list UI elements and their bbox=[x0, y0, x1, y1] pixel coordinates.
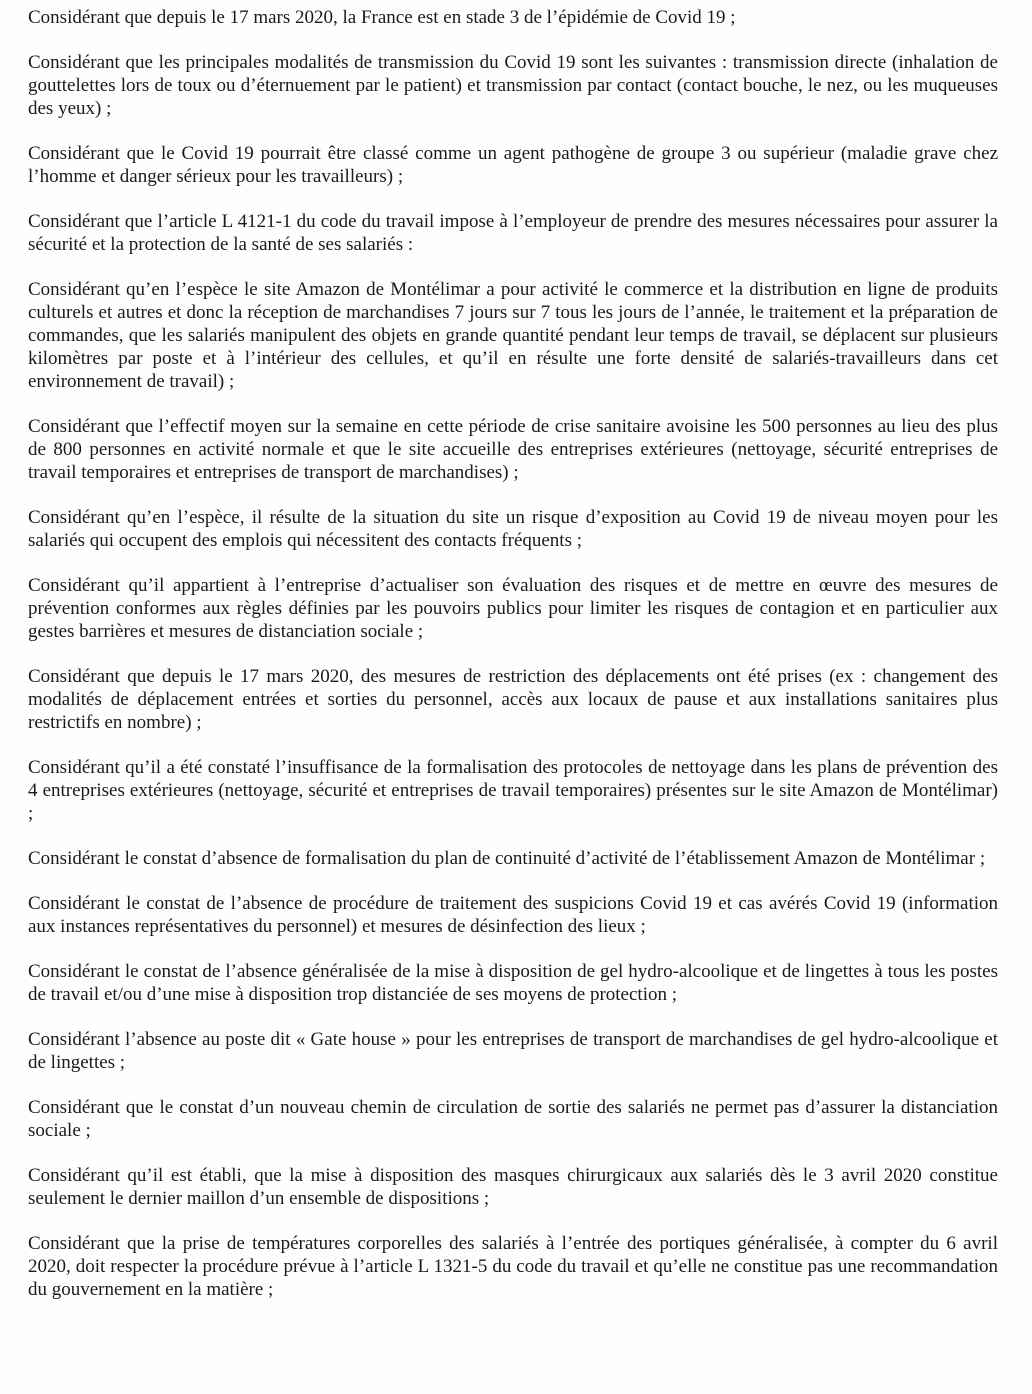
paragraph: Considérant le constat de l’absence généralisée de la mise à disposition de gel hydro-alcoolique et de lingettes à tous les postes de travail et/ou d’une mise à disposition trop distanciée de ses moyens de protection ; bbox=[28, 961, 998, 1005]
paragraph: Considérant qu’il est établi, que la mise à disposition des masques chirurgicaux aux salariés dès le 3 avril 2020 constitue seulement le dernier maillon d’un ensemble de dispositions ; bbox=[28, 1165, 998, 1209]
paragraph: Considérant que depuis le 17 mars 2020, des mesures de restriction des déplacements ont été prises (ex : changement des modalités de déplacement entrées et sorties du personnel, accès aux locaux de pause et aux installations sanitaires plus restrictifs en nombre) ; bbox=[28, 666, 998, 733]
paragraph: Considérant qu’il appartient à l’entreprise d’actualiser son évaluation des risques et de mettre en œuvre des mesures de prévention conformes aux règles définies par les pouvoirs publics pour limiter les risques de contagion et en particulier aux gestes barrières et mesures de distanciation sociale ; bbox=[28, 575, 998, 642]
paragraph: Considérant qu’il a été constaté l’insuffisance de la formalisation des protocoles de nettoyage dans les plans de prévention des 4 entreprises extérieures (nettoyage, sécurité et entreprises de travail temporaires) présentes sur le site Amazon de Montélimar) ; bbox=[28, 757, 998, 824]
paragraph: Considérant qu’en l’espèce le site Amazon de Montélimar a pour activité le commerce et la distribution en ligne de produits culturels et autres et donc la réception de marchandises 7 jours sur 7 tous les jours de l’année, le traitement et la préparation de commandes, que les salariés manipulent des objets en grande quantité pendant leur temps de travail, se déplacent sur plusieurs kilomètres par poste et à l’intérieur des cellules, et qu’il en résulte une forte densité de salariés-travailleurs dans cet environnement de travail) ; bbox=[28, 279, 998, 392]
paragraph: Considérant que le constat d’un nouveau chemin de circulation de sortie des salariés ne permet pas d’assurer la distanciation sociale ; bbox=[28, 1097, 998, 1141]
paragraph: Considérant que le Covid 19 pourrait être classé comme un agent pathogène de groupe 3 ou supérieur (maladie grave chez l’homme et danger sérieux pour les travailleurs) ; bbox=[28, 143, 998, 187]
paragraph: Considérant le constat d’absence de formalisation du plan de continuité d’activité de l’établissement Amazon de Montélimar ; bbox=[28, 848, 986, 869]
paragraph: Considérant le constat de l’absence de procédure de traitement des suspicions Covid 19 et cas avérés Covid 19 (information aux instances représentatives du personnel) et mesures de désinfection des lieux ; bbox=[28, 893, 998, 937]
document-body bbox=[28, 6, 998, 1323]
paragraph: Considérant l’absence au poste dit « Gate house » pour les entreprises de transport de marchandises de gel hydro-alcoolique et de lingettes ; bbox=[28, 1029, 998, 1073]
paragraph: Considérant que l’article L 4121-1 du code du travail impose à l’employeur de prendre des mesures nécessaires pour assurer la sécurité et la protection de la santé de ses salariés : bbox=[28, 211, 998, 255]
paragraph: Considérant que la prise de températures corporelles des salariés à l’entrée des portiques généralisée, à compter du 6 avril 2020, doit respecter la procédure prévue à l’article L 1321-5 du code du travail et qu’elle ne constitue pas une recommandation du gouvernement en la matière ; bbox=[28, 1233, 998, 1300]
paragraph: Considérant qu’en l’espèce, il résulte de la situation du site un risque d’exposition au Covid 19 de niveau moyen pour les salariés qui occupent des emplois qui nécessitent des contacts fréquents ; bbox=[28, 507, 998, 551]
paragraph: Considérant que les principales modalités de transmission du Covid 19 sont les suivantes : transmission directe (inhalation de gouttelettes lors de toux ou d’éternuement par le patient) et transmission par contact (contact bouche, le nez, ou les muqueuses des yeux) ; bbox=[28, 52, 998, 119]
paragraph: Considérant que l’effectif moyen sur la semaine en cette période de crise sanitaire avoisine les 500 personnes au lieu des plus de 800 personnes en activité normale et que le site accueille des entreprises extérieures (nettoyage, sécurité entreprises de travail temporaires et entreprises de transport de marchandises) ; bbox=[28, 416, 998, 483]
paragraph: Considérant que depuis le 17 mars 2020, la France est en stade 3 de l’épidémie de Covid 19 ; bbox=[28, 7, 736, 28]
